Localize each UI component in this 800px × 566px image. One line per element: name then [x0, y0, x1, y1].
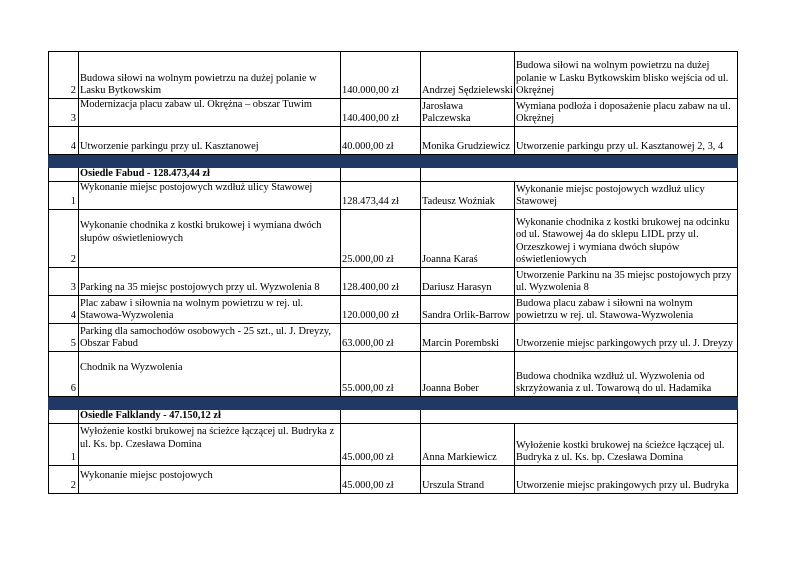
project-author: Anna Markiewicz: [421, 424, 515, 466]
row-number: 3: [49, 268, 79, 296]
project-name: Wykonanie miejsc postojowych: [79, 466, 341, 494]
project-description: Wymiana podłoża i doposażenie placu zabaw na ul. Okrężnej: [515, 99, 738, 127]
project-description: Utworzenie Parkinu na 35 miejsc postojowych przy ul. Wyzwolenia 8: [515, 268, 738, 296]
project-name: Parking na 35 miejsc postojowych przy ul. Wyzwolenia 8: [79, 268, 341, 296]
project-amount: 40.000,00 zł: [341, 127, 421, 155]
table-row: [49, 127, 738, 155]
section-divider: [49, 397, 738, 410]
section-title: Osiedle Falklandy - 47.150,12 zł: [79, 410, 341, 424]
project-name: Wyłożenie kostki brukowej na ścieżce łączącej ul. Budryka z ul. Ks. bp. Czesława Domina: [79, 424, 341, 466]
project-author: Urszula Strand: [421, 466, 515, 494]
project-description: Wykonanie miejsc postojowych wzdłuż ulicy Stawowej: [515, 182, 738, 210]
budget-projects-table: [48, 51, 738, 494]
project-description: Utworzenie miejsc parkingowych przy ul. J. Dreyzy: [515, 324, 738, 352]
project-description: Budowa placu zabaw i siłowni na wolnym powietrzu w rej. ul. Stawowa-Wyzwolenia: [515, 296, 738, 324]
project-name: Chodnik na Wyzwolenia: [79, 352, 341, 397]
project-author: Tadeusz Woźniak: [421, 182, 515, 210]
row-number: 2: [49, 210, 79, 268]
section-divider: [49, 155, 738, 168]
project-name: Utworzenie parkingu przy ul. Kasztanowej: [79, 127, 341, 155]
project-name: Plac zabaw i siłownia na wolnym powietrzu w rej. ul. Stawowa-Wyzwolenia: [79, 296, 341, 324]
project-description: Budowa siłowi na wolnym powietrzu na dużej polanie w Lasku Bytkowskim blisko wejścia od ul. Okrężnej: [515, 52, 738, 99]
project-author: Jarosława Palczewska: [421, 99, 515, 127]
table-row: [49, 182, 738, 210]
table-row: [49, 424, 738, 466]
table-row: [49, 466, 738, 494]
project-author: Sandra Orlik-Barrow: [421, 296, 515, 324]
project-amount: 128.400,00 zł: [341, 268, 421, 296]
project-author: Joanna Bober: [421, 352, 515, 397]
section-header: [49, 410, 738, 424]
project-author: Dariusz Harasyn: [421, 268, 515, 296]
row-number: 2: [49, 466, 79, 494]
project-name: Wykonanie miejsc postojowych wzdłuż ulicy Stawowej: [79, 182, 341, 210]
table-row: [49, 296, 738, 324]
project-amount: 55.000,00 zł: [341, 352, 421, 397]
project-description: Utworzenie miejsc prakingowych przy ul. Budryka: [515, 466, 738, 494]
project-author: Monika Grudziewicz: [421, 127, 515, 155]
project-amount: 63.000,00 zł: [341, 324, 421, 352]
project-author: Joanna Karaś: [421, 210, 515, 268]
row-number: 1: [49, 424, 79, 466]
project-amount: 140.000,00 zł: [341, 52, 421, 99]
project-description: Wyłożenie kostki brukowej na ścieżce łączącej ul. Budryka z ul. Ks. bp. Czesława Domina: [515, 424, 738, 466]
project-description: Utworzenie parkingu przy ul. Kasztanowej 2, 3, 4: [515, 127, 738, 155]
row-number: 2: [49, 52, 79, 99]
section-header: [49, 168, 738, 182]
project-name: Modernizacja placu zabaw ul. Okrężna – obszar Tuwim: [79, 99, 341, 127]
table-row: [49, 352, 738, 397]
project-amount: 128.473,44 zł: [341, 182, 421, 210]
row-number: 4: [49, 296, 79, 324]
project-name: Parking dla samochodów osobowych - 25 szt., ul. J. Dreyzy, Obszar Fabud: [79, 324, 341, 352]
project-amount: 140.400,00 zł: [341, 99, 421, 127]
table-row: [49, 210, 738, 268]
project-name: Budowa siłowi na wolnym powietrzu na dużej polanie w Lasku Bytkowskim: [79, 52, 341, 99]
section-title: Osiedle Fabud - 128.473,44 zł: [79, 168, 341, 182]
row-number: 1: [49, 182, 79, 210]
table-row: [49, 99, 738, 127]
table-row: [49, 324, 738, 352]
project-amount: 120.000,00 zł: [341, 296, 421, 324]
project-description: Budowa chodnika wzdłuż ul. Wyzwolenia od skrzyżowania z ul. Towarową do ul. Hadamika: [515, 352, 738, 397]
project-amount: 45.000,00 zł: [341, 424, 421, 466]
row-number: 3: [49, 99, 79, 127]
project-amount: 45.000,00 zł: [341, 466, 421, 494]
table-row: [49, 268, 738, 296]
project-amount: 25.000,00 zł: [341, 210, 421, 268]
table-row: [49, 52, 738, 99]
row-number: 6: [49, 352, 79, 397]
row-number: 4: [49, 127, 79, 155]
row-number: 5: [49, 324, 79, 352]
project-author: Andrzej Sędzielewski: [421, 52, 515, 99]
project-name: Wykonanie chodnika z kostki brukowej i wymiana dwóch słupów oświetleniowych: [79, 210, 341, 268]
project-author: Marcin Porembski: [421, 324, 515, 352]
project-description: Wykonanie chodnika z kostki brukowej na odcinku od ul. Stawowej 4a do sklepu LIDL przy ul. Orzeszkowej i wymiana dwóch słupów oświetleniowych: [515, 210, 738, 268]
